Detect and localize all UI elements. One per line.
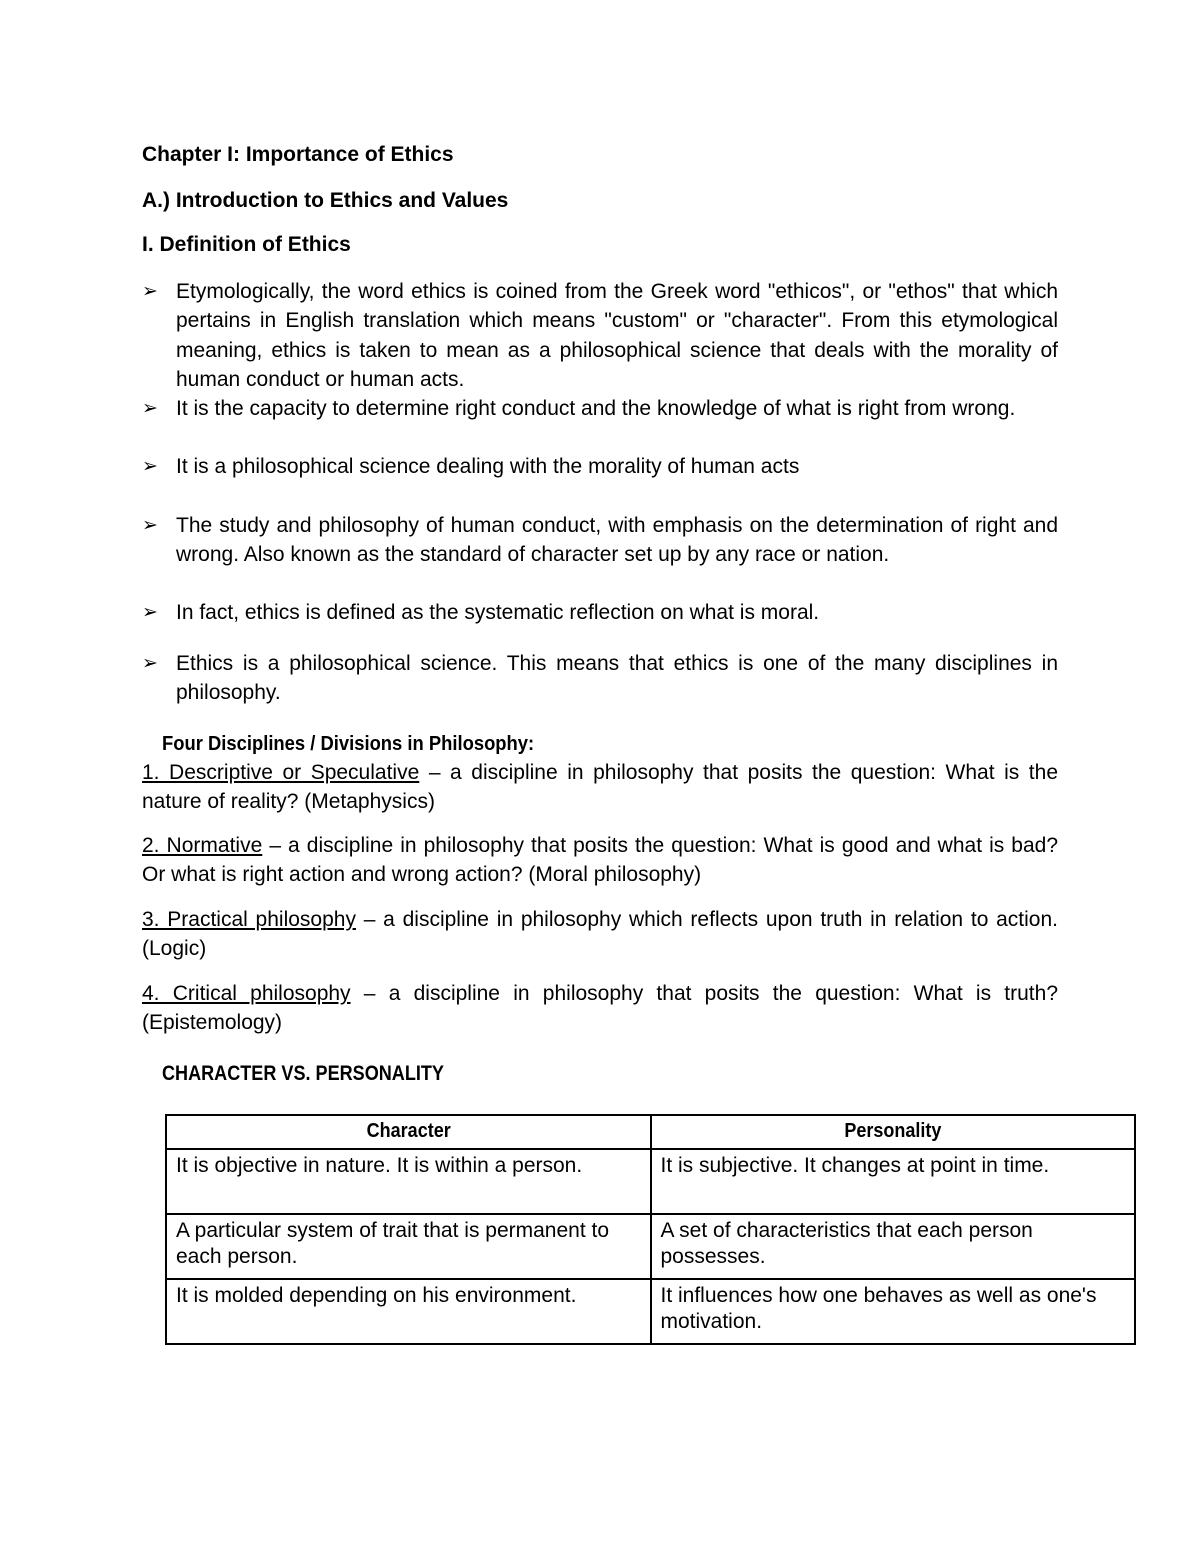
bullet-text: Etymologically, the word ethics is coined from the Greek word "ethicos", or "ethos" that which pertains in English translation which means "custom" or "character". From this etymological meaning, ethics is taken to mean as a philosophical science that deals with the morality of human conduct or human acts.	[176, 280, 1058, 391]
bullet-item	[142, 452, 1058, 481]
arrow-bullet-icon: ➢	[142, 281, 158, 302]
discipline-description: – a discipline in philosophy that posits the question: What is truth? (Epistemology)	[142, 982, 1058, 1035]
disciplines-heading: Four Disciplines / Divisions in Philosophy:	[162, 733, 535, 755]
bullet-text: The study and philosophy of human conduct, with emphasis on the determination of right and wrong. Also known as the standard of character set up by any race or nation.	[176, 514, 1058, 567]
bullet-item	[142, 649, 1058, 708]
discipline-item	[142, 979, 1058, 1038]
table-header-cell: Personality	[651, 1115, 1136, 1149]
table-cell: A particular system of trait that is permanent to each person.	[166, 1214, 651, 1279]
bullet-text: It is the capacity to determine right conduct and the knowledge of what is right from wrong.	[176, 397, 1016, 420]
arrow-bullet-icon: ➢	[142, 602, 158, 623]
table-cell: It is objective in nature. It is within a person.	[166, 1149, 651, 1214]
chapter-title: Chapter I: Importance of Ethics	[142, 143, 454, 166]
discipline-term: 4. Critical philosophy	[142, 982, 351, 1005]
character-vs-personality-table	[165, 1114, 1136, 1345]
bullet-text: Ethics is a philosophical science. This means that ethics is one of the many disciplines in philosophy.	[176, 652, 1058, 705]
section-title: A.) Introduction to Ethics and Values	[142, 189, 509, 212]
table-title: CHARACTER VS. PERSONALITY	[162, 1062, 444, 1085]
table-row	[166, 1149, 1135, 1214]
discipline-description: – a discipline in philosophy that posits the question: What is the nature of reality? (Metaphysics)	[142, 761, 1058, 814]
discipline-term: 3. Practical philosophy	[142, 908, 356, 931]
discipline-term: 1. Descriptive or Speculative	[142, 761, 420, 784]
subsection-title: I. Definition of Ethics	[142, 233, 351, 256]
table-cell: It is subjective. It changes at point in time.	[651, 1149, 1136, 1214]
table-cell: It influences how one behaves as well as one's motivation.	[651, 1279, 1136, 1344]
bullet-item	[142, 394, 1058, 423]
discipline-description: – a discipline in philosophy that posits the question: What is good and what is bad? Or what is right action and wrong action? (Moral philosophy)	[142, 834, 1059, 887]
arrow-bullet-icon: ➢	[142, 653, 158, 674]
arrow-bullet-icon: ➢	[142, 398, 158, 419]
table-row	[166, 1214, 1135, 1279]
table-cell: A set of characteristics that each person possesses.	[651, 1214, 1136, 1279]
discipline-term: 2. Normative	[142, 834, 263, 857]
bullet-item	[142, 598, 1058, 627]
bullet-text: It is a philosophical science dealing with the morality of human acts	[176, 455, 800, 478]
table-header-row	[166, 1115, 1135, 1149]
table-row	[166, 1279, 1135, 1344]
discipline-item	[142, 905, 1058, 964]
discipline-item	[142, 758, 1058, 817]
table-header-cell: Character	[166, 1115, 651, 1149]
table-cell: It is molded depending on his environment.	[166, 1279, 651, 1344]
bullet-item	[142, 277, 1058, 394]
bullet-item	[142, 511, 1058, 570]
discipline-item	[142, 831, 1058, 890]
bullet-text: In fact, ethics is defined as the systematic reflection on what is moral.	[176, 601, 820, 624]
discipline-description: – a discipline in philosophy which reflects upon truth in relation to action. (Logic)	[142, 908, 1058, 961]
arrow-bullet-icon: ➢	[142, 515, 158, 536]
arrow-bullet-icon: ➢	[142, 456, 158, 477]
